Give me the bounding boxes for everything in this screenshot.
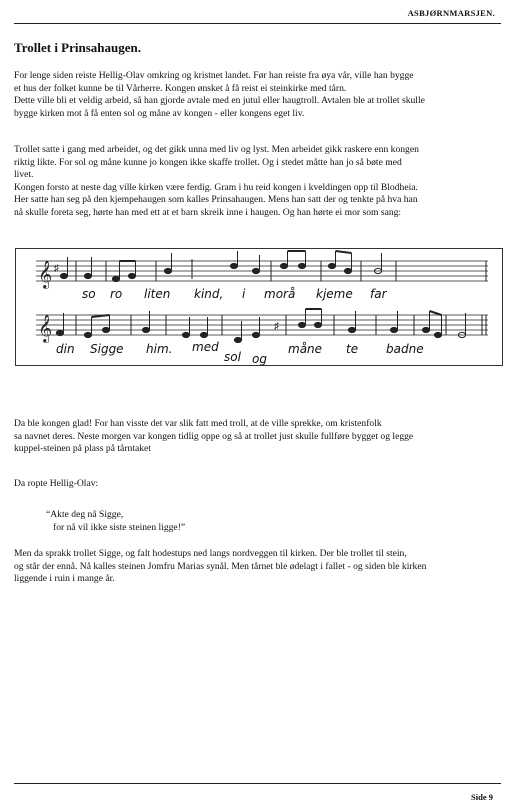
lyric-word: Sigge <box>90 342 124 356</box>
footer-rule <box>14 783 501 784</box>
poem-quote <box>46 508 185 534</box>
p2-line: Kongen forsto at neste dag ville kirken være ferdig. Gram i hu reid kongen i kveldingen opp til Blodheia. <box>14 181 418 193</box>
lyric-word: måne <box>288 342 323 356</box>
lyric-word: badne <box>386 342 424 356</box>
p2-line: Trollet satte i gang med arbeidet, og det gikk unna med liv og lyst. Men arbeidet gikk raskere enn kongen <box>14 144 419 155</box>
sheet-music <box>15 248 503 366</box>
article-title: Trollet i Prinsahaugen. <box>14 40 141 55</box>
paragraph-5 <box>14 548 504 586</box>
lyric-word: kjeme <box>316 287 353 301</box>
p1-line: et hus der folket kunne be til Vårherre. Kongen ønsket å få reist ei steinkirke med tårn. <box>14 82 347 94</box>
music-notation <box>16 249 502 365</box>
p5-line: Men da sprakk trollet Sigge, og falt hodestups ned langs nordveggen til kirken. Der ble trollet til stein, <box>14 548 407 559</box>
paragraph-4 <box>14 478 504 491</box>
lyric-word: i <box>242 287 246 301</box>
sharp-icon: ♯ <box>54 263 59 274</box>
lyric-word: far <box>370 287 387 301</box>
p3-line: kuppel-steinen på plass på tårntaket <box>14 443 151 455</box>
p1-line: bygge kirken mot å få enten sol og måne av kongen - eller kongens eget liv. <box>14 107 305 119</box>
lyric-word: so <box>82 287 96 301</box>
page-number: Side 9 <box>471 792 493 802</box>
paragraph-1 <box>14 70 504 120</box>
lyric-word: kind, <box>194 287 224 301</box>
lyric-word: din <box>56 342 75 356</box>
lyric-word: med <box>192 340 219 354</box>
lyric-word: morå <box>264 287 296 301</box>
lyric-word: ro <box>110 287 123 301</box>
lyric-word: him. <box>146 342 173 356</box>
paragraph-2 <box>14 144 504 220</box>
lyric-word: og <box>252 352 267 365</box>
p4-line: Da ropte Hellig-Olav: <box>14 478 99 489</box>
lyric-word: te <box>346 342 359 356</box>
p2-line: nå skulle foreta seg, hørte han med ett at et barn skreik inne i haugen. Og han hørte ei mor som sang: <box>14 206 402 218</box>
p1-line: For lenge siden reiste Hellig-Olav omkring og kristnet landet. Før han reiste fra øya vår, ville han bygge <box>14 70 414 81</box>
poem-line: “Akte deg nå Sigge, <box>46 509 124 520</box>
p2-line: Her satte han seg på den kjempehaugen som kalles Prinsahaugen. Mens han satt der og tenkte på hva han <box>14 194 418 206</box>
sharp-icon: ♯ <box>274 321 279 332</box>
paragraph-3 <box>14 418 504 456</box>
p5-line: liggende i ruin i mange år. <box>14 573 115 585</box>
header-rule <box>14 23 501 24</box>
lyric-word: sol <box>224 350 241 364</box>
treble-clef-icon: 𝄞 <box>38 314 53 342</box>
treble-clef-icon: 𝄞 <box>38 260 53 288</box>
p2-line: riktig likte. For sol og måne kunne jo kongen ikke skaffe trollet. Og i stedet måtte han jo så bøte med <box>14 156 402 168</box>
p3-line: sa navnet deres. Neste morgen var kongen tidlig oppe og så at trollet just skulle fullføre bygget og legge <box>14 430 414 442</box>
poem-line: for nå vil ikke siste steinen ligge!” <box>53 522 186 533</box>
p5-line: og står der ennå. Nå kalles steinen Jomfru Marias synål. Men tårnet ble ødelagt i fallet - og siden ble kirken <box>14 560 427 572</box>
p3-line: Da ble kongen glad! For han visste det var slik fatt med troll, at de ville sprekke, om kristenfolk <box>14 418 382 429</box>
running-header: ASBJØRNMARSJEN. <box>407 8 495 18</box>
p2-line: livet. <box>14 169 34 181</box>
p1-line: Dette ville bli et veldig arbeid, så han gjorde avtale med en jutul eller haugtroll. Avtalen ble at trollet skulle <box>14 95 425 107</box>
lyric-word: liten <box>144 287 171 301</box>
